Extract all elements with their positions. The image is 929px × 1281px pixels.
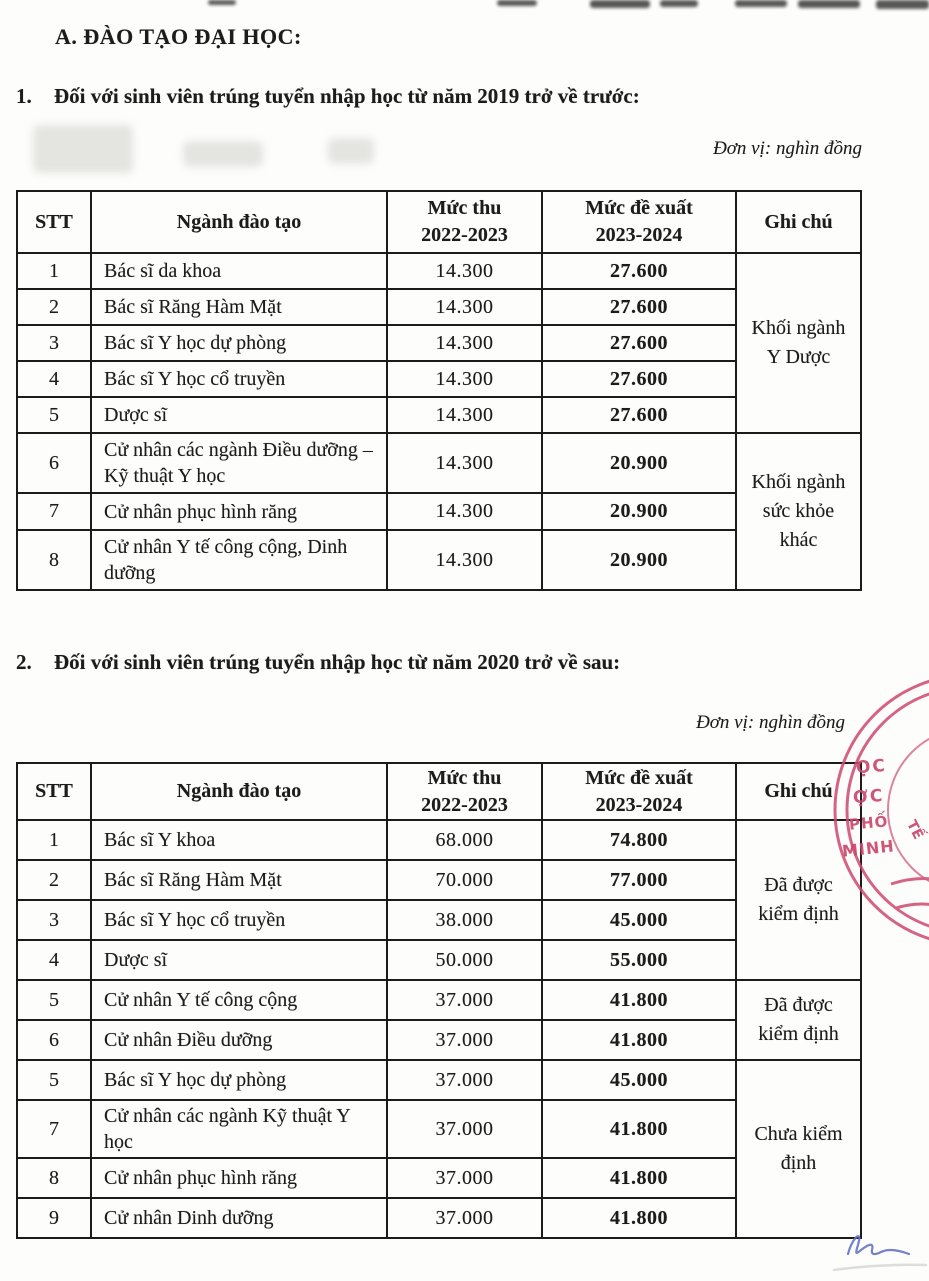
- table-row: [17, 900, 861, 940]
- stt-cell: 5: [17, 1060, 91, 1100]
- header-line: Mức thu: [427, 197, 502, 219]
- fee-proposed-cell: 20.900: [542, 493, 736, 530]
- fee-current-cell: 37.000: [387, 1100, 542, 1158]
- fee-proposed-cell: 45.000: [542, 1060, 736, 1100]
- major-cell: Bác sĩ Y học dự phòng: [91, 1060, 387, 1100]
- note-group-cell: Đã được kiểm định: [736, 820, 861, 980]
- header-stt: STT: [17, 763, 91, 820]
- header-major: Ngành đào tạo: [91, 763, 387, 820]
- unit-note-2: Đơn vị: nghìn đồng: [696, 712, 845, 733]
- fee-current-cell: 14.300: [387, 361, 542, 397]
- table-row: [17, 1100, 861, 1158]
- table-row: [17, 361, 861, 397]
- fee-proposed-cell: 20.900: [542, 530, 736, 590]
- fee-proposed-cell: 41.800: [542, 1198, 736, 1238]
- header-stt: STT: [17, 191, 91, 253]
- fee-current-cell: 14.300: [387, 289, 542, 325]
- unit-note-1: Đơn vị: nghìn đồng: [713, 138, 862, 159]
- stt-cell: 5: [17, 980, 91, 1020]
- fee-current-cell: 14.300: [387, 530, 542, 590]
- stt-cell: 1: [17, 253, 91, 289]
- stt-cell: 2: [17, 289, 91, 325]
- fee-proposed-cell: 55.000: [542, 940, 736, 980]
- stt-cell: 2: [17, 860, 91, 900]
- header-line: 2023-2024: [595, 793, 683, 816]
- major-cell: Cử nhân các ngành Kỹ thuật Y học: [91, 1100, 387, 1158]
- major-cell: Cử nhân các ngành Điều dưỡng – Kỹ thuật Y học: [91, 433, 387, 493]
- tuition-table-2019-earlier: [16, 190, 862, 591]
- major-cell: Bác sĩ Răng Hàm Mặt: [91, 860, 387, 900]
- fee-proposed-cell: 20.900: [542, 433, 736, 493]
- handwritten-signature: [830, 1222, 929, 1278]
- fee-proposed-cell: 45.000: [542, 900, 736, 940]
- scan-artifact: [798, 0, 860, 8]
- fee-current-cell: 37.000: [387, 1020, 542, 1060]
- stt-cell: 4: [17, 361, 91, 397]
- fee-proposed-cell: 41.800: [542, 980, 736, 1020]
- major-cell: Cử nhân Điều dưỡng: [91, 1020, 387, 1060]
- scan-artifact: [590, 0, 650, 8]
- table-row: [17, 1060, 861, 1100]
- header-fee-proposed: [542, 191, 736, 253]
- major-cell: Cử nhân Y tế công cộng: [91, 980, 387, 1020]
- table-row: [17, 980, 861, 1020]
- fee-current-cell: 38.000: [387, 900, 542, 940]
- scan-artifact: [876, 0, 929, 9]
- section1-heading-text: Đối với sinh viên trúng tuyển nhập học từ năm 2019 trở về trước:: [54, 84, 640, 108]
- stt-cell: 6: [17, 433, 91, 493]
- table-row: [17, 820, 861, 860]
- table-row: [17, 493, 861, 530]
- scan-artifact: [497, 0, 537, 6]
- table-row: [17, 940, 861, 980]
- section2-heading-text: Đối với sinh viên trúng tuyển nhập học từ năm 2020 trở về sau:: [54, 650, 621, 674]
- stamp-text-fragment: MINH: [841, 836, 896, 861]
- major-cell: Cử nhân phục hình răng: [91, 1158, 387, 1198]
- fee-proposed-cell: 27.600: [542, 325, 736, 361]
- table-header-row: [17, 191, 861, 253]
- header-fee-2022-2023: [387, 191, 542, 253]
- header-fee-2022-2023: [387, 763, 542, 820]
- major-cell: Dược sĩ: [91, 397, 387, 433]
- fee-current-cell: 70.000: [387, 860, 542, 900]
- major-cell: Bác sĩ Răng Hàm Mặt: [91, 289, 387, 325]
- table-row: [17, 289, 861, 325]
- header-line: 2022-2023: [421, 224, 508, 246]
- stt-cell: 3: [17, 325, 91, 361]
- header-line: Mức đề xuất: [585, 766, 693, 789]
- stt-cell: 3: [17, 900, 91, 940]
- table-row: [17, 325, 861, 361]
- header-note: Ghi chú: [736, 191, 861, 253]
- table-row: [17, 1020, 861, 1060]
- bleed-through-ghost: [183, 141, 263, 167]
- header-line: Mức thu: [427, 766, 502, 789]
- stt-cell: 1: [17, 820, 91, 860]
- stamp-text-fragment: TẾ: [903, 817, 927, 843]
- scan-artifact: [660, 0, 698, 7]
- tuition-table-2020-later: [16, 762, 862, 1239]
- stt-cell: 9: [17, 1198, 91, 1238]
- table-row: [17, 253, 861, 289]
- section1-number: 1.: [16, 84, 32, 108]
- table-row: [17, 530, 861, 590]
- table-row: [17, 860, 861, 900]
- header-line: 2023-2024: [595, 224, 683, 246]
- stt-cell: 8: [17, 530, 91, 590]
- note-group-cell: Khối ngành Y Dược: [736, 253, 861, 433]
- header-fee-proposed: [542, 763, 736, 820]
- section1-heading: [16, 84, 640, 109]
- fee-current-cell: 37.000: [387, 1158, 542, 1198]
- major-cell: Cử nhân phục hình răng: [91, 493, 387, 530]
- fee-proposed-cell: 77.000: [542, 860, 736, 900]
- signature-stroke: [830, 1222, 929, 1278]
- fee-proposed-cell: 41.800: [542, 1020, 736, 1060]
- table-row: [17, 1198, 861, 1238]
- major-cell: Dược sĩ: [91, 940, 387, 980]
- fee-proposed-cell: 27.600: [542, 361, 736, 397]
- fee-current-cell: 37.000: [387, 1198, 542, 1238]
- major-cell: Bác sĩ da khoa: [91, 253, 387, 289]
- note-group-cell: Chưa kiểm định: [736, 1060, 861, 1238]
- fee-proposed-cell: 41.800: [542, 1158, 736, 1198]
- stt-cell: 7: [17, 1100, 91, 1158]
- section2-number: 2.: [16, 650, 32, 674]
- note-group-cell: Đã được kiểm định: [736, 980, 861, 1060]
- stamp-text-fragment: ỢC: [852, 785, 885, 809]
- stamp-text-fragment: PHỐ: [848, 812, 890, 834]
- fee-current-cell: 37.000: [387, 1060, 542, 1100]
- section-a-title: A. ĐÀO TẠO ĐẠI HỌC:: [55, 24, 302, 49]
- bleed-through-ghost: [328, 138, 374, 164]
- fee-current-cell: 50.000: [387, 940, 542, 980]
- header-line: 2022-2023: [421, 793, 508, 816]
- stt-cell: 4: [17, 940, 91, 980]
- fee-current-cell: 14.300: [387, 325, 542, 361]
- table-header-row: [17, 763, 861, 820]
- stt-cell: 6: [17, 1020, 91, 1060]
- stamp-text-fragment: ỌC: [855, 755, 888, 779]
- bleed-through-ghost: [33, 125, 133, 173]
- stt-cell: 8: [17, 1158, 91, 1198]
- fee-current-cell: 14.300: [387, 397, 542, 433]
- header-note: Ghi chú: [736, 763, 861, 820]
- major-cell: Bác sĩ Y học cổ truyền: [91, 361, 387, 397]
- stt-cell: 7: [17, 493, 91, 530]
- scan-artifact: [208, 0, 236, 5]
- stt-cell: 5: [17, 397, 91, 433]
- fee-proposed-cell: 27.600: [542, 289, 736, 325]
- table-row: [17, 433, 861, 493]
- fee-current-cell: 14.300: [387, 253, 542, 289]
- major-cell: Bác sĩ Y khoa: [91, 820, 387, 860]
- section2-heading: [16, 650, 620, 675]
- header-major: Ngành đào tạo: [91, 191, 387, 253]
- fee-current-cell: 37.000: [387, 980, 542, 1020]
- major-cell: Cử nhân Y tế công cộng, Dinh dưỡng: [91, 530, 387, 590]
- fee-proposed-cell: 27.600: [542, 397, 736, 433]
- major-cell: Bác sĩ Y học dự phòng: [91, 325, 387, 361]
- fee-proposed-cell: 27.600: [542, 253, 736, 289]
- scan-artifact: [735, 0, 787, 7]
- fee-proposed-cell: 74.800: [542, 820, 736, 860]
- fee-current-cell: 14.300: [387, 493, 542, 530]
- note-group-cell: Khối ngành sức khỏe khác: [736, 433, 861, 590]
- fee-current-cell: 14.300: [387, 433, 542, 493]
- header-line: Mức đề xuất: [585, 197, 693, 219]
- major-cell: Cử nhân Dinh dưỡng: [91, 1198, 387, 1238]
- fee-proposed-cell: 41.800: [542, 1100, 736, 1158]
- table-row: [17, 1158, 861, 1198]
- fee-current-cell: 68.000: [387, 820, 542, 860]
- table-row: [17, 397, 861, 433]
- major-cell: Bác sĩ Y học cổ truyền: [91, 900, 387, 940]
